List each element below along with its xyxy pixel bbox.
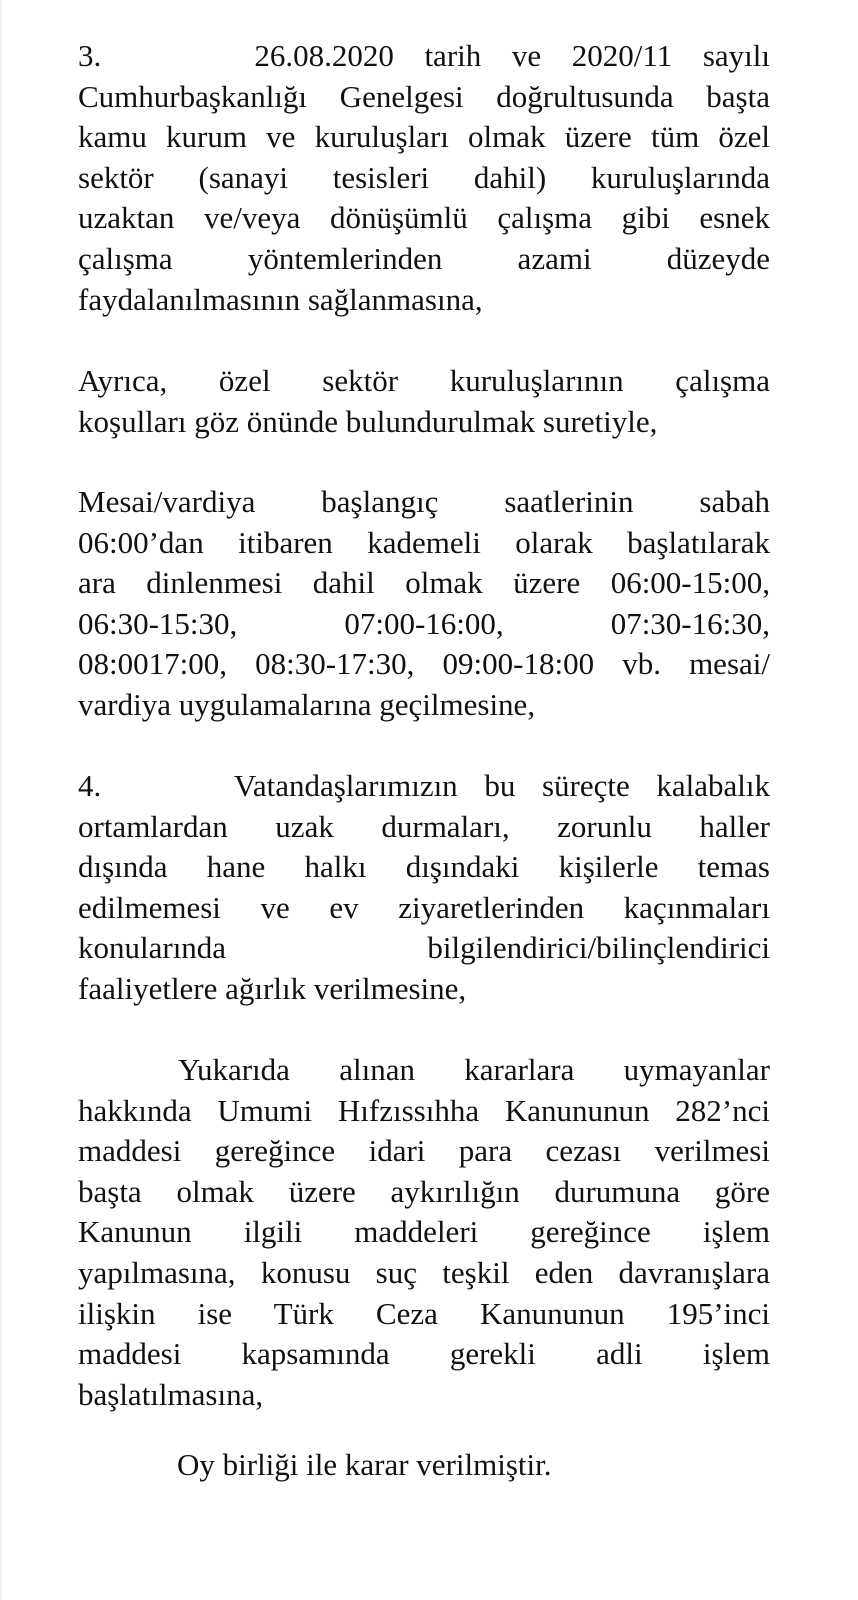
text-line: çalışma yöntemlerinden azami düzeyde xyxy=(78,240,770,276)
text-line: faaliyetlere ağırlık verilmesine, xyxy=(78,970,467,1006)
text-line: maddesi kapsamında gerekli adli işlem xyxy=(78,1336,770,1372)
paragraph-item-4 xyxy=(78,766,770,1010)
text-line: 06:00’dan itibaren kademeli olarak başlatılarak xyxy=(78,524,770,560)
text-line: 3. 26.08.2020 tarih ve 2020/11 sayılı xyxy=(78,38,770,73)
text-line: Mesai/vardiya başlangıç saatlerinin sabah xyxy=(78,484,770,519)
text-line: Cumhurbaşkanlığı Genelgesi doğrultusunda başta xyxy=(78,78,770,114)
text-line: sektör (sanayi tesisleri dahil) kuruluşlarında xyxy=(78,159,770,195)
text-line: uzaktan ve/veya dönüşümlü çalışma gibi esnek xyxy=(78,200,770,236)
paragraph-item-3 xyxy=(78,36,770,320)
text-line: Yukarıda alınan kararlara uymayanlar xyxy=(178,1052,770,1087)
text-line: maddesi gereğince idari para cezası verilmesi xyxy=(78,1133,770,1169)
paragraph-yukarida xyxy=(78,1050,770,1415)
text-line: başta olmak üzere aykırılığın durumuna göre xyxy=(78,1173,770,1209)
text-line: ara dinlenmesi dahil olmak üzere 06:00-15:00, xyxy=(78,565,770,601)
text-line: faydalanılmasının sağlanmasına, xyxy=(78,281,483,317)
text-line: kamu kurum ve kuruluşları olmak üzere tüm özel xyxy=(78,119,770,155)
text-line: edilmemesi ve ev ziyaretlerinden kaçınmaları xyxy=(78,889,770,925)
text-line: 06:30-15:30, 07:00-16:00, 07:30-16:30, xyxy=(78,605,770,641)
text-line: Kanunun ilgili maddeleri gereğince işlem xyxy=(78,1214,770,1250)
text-line: dışında hane halkı dışındaki kişilerle temas xyxy=(78,849,770,885)
text-line: başlatılmasına, xyxy=(78,1376,264,1412)
text-line: ilişkin ise Türk Ceza Kanununun 195’inci xyxy=(78,1295,770,1331)
text-line: yapılmasına, konusu suç teşkil eden davranışlara xyxy=(78,1254,770,1290)
text-line: hakkında Umumi Hıfzıssıhha Kanununun 282’nci xyxy=(78,1092,770,1128)
text-line: koşulları göz önünde bulundurulmak suretiyle, xyxy=(78,403,658,439)
text-line: ortamlardan uzak durmaları, zorunlu haller xyxy=(78,808,770,844)
paragraph-ayrica xyxy=(78,361,770,442)
paragraph-mesai xyxy=(78,482,770,726)
closing-statement: Oy birliği ile karar verilmiştir. xyxy=(177,1447,552,1482)
text-line: 08:0017:00, 08:30-17:30, 09:00-18:00 vb. mesai/ xyxy=(78,646,770,682)
text-line: Ayrıca, özel sektör kuruluşlarının çalışma xyxy=(78,363,770,398)
text-line: 4. Vatandaşlarımızın bu süreçte kalabalık xyxy=(78,768,770,803)
text-line: vardiya uygulamalarına geçilmesine, xyxy=(78,686,536,722)
text-line: konularında bilgilendirici/bilinçlendirici xyxy=(78,930,770,966)
